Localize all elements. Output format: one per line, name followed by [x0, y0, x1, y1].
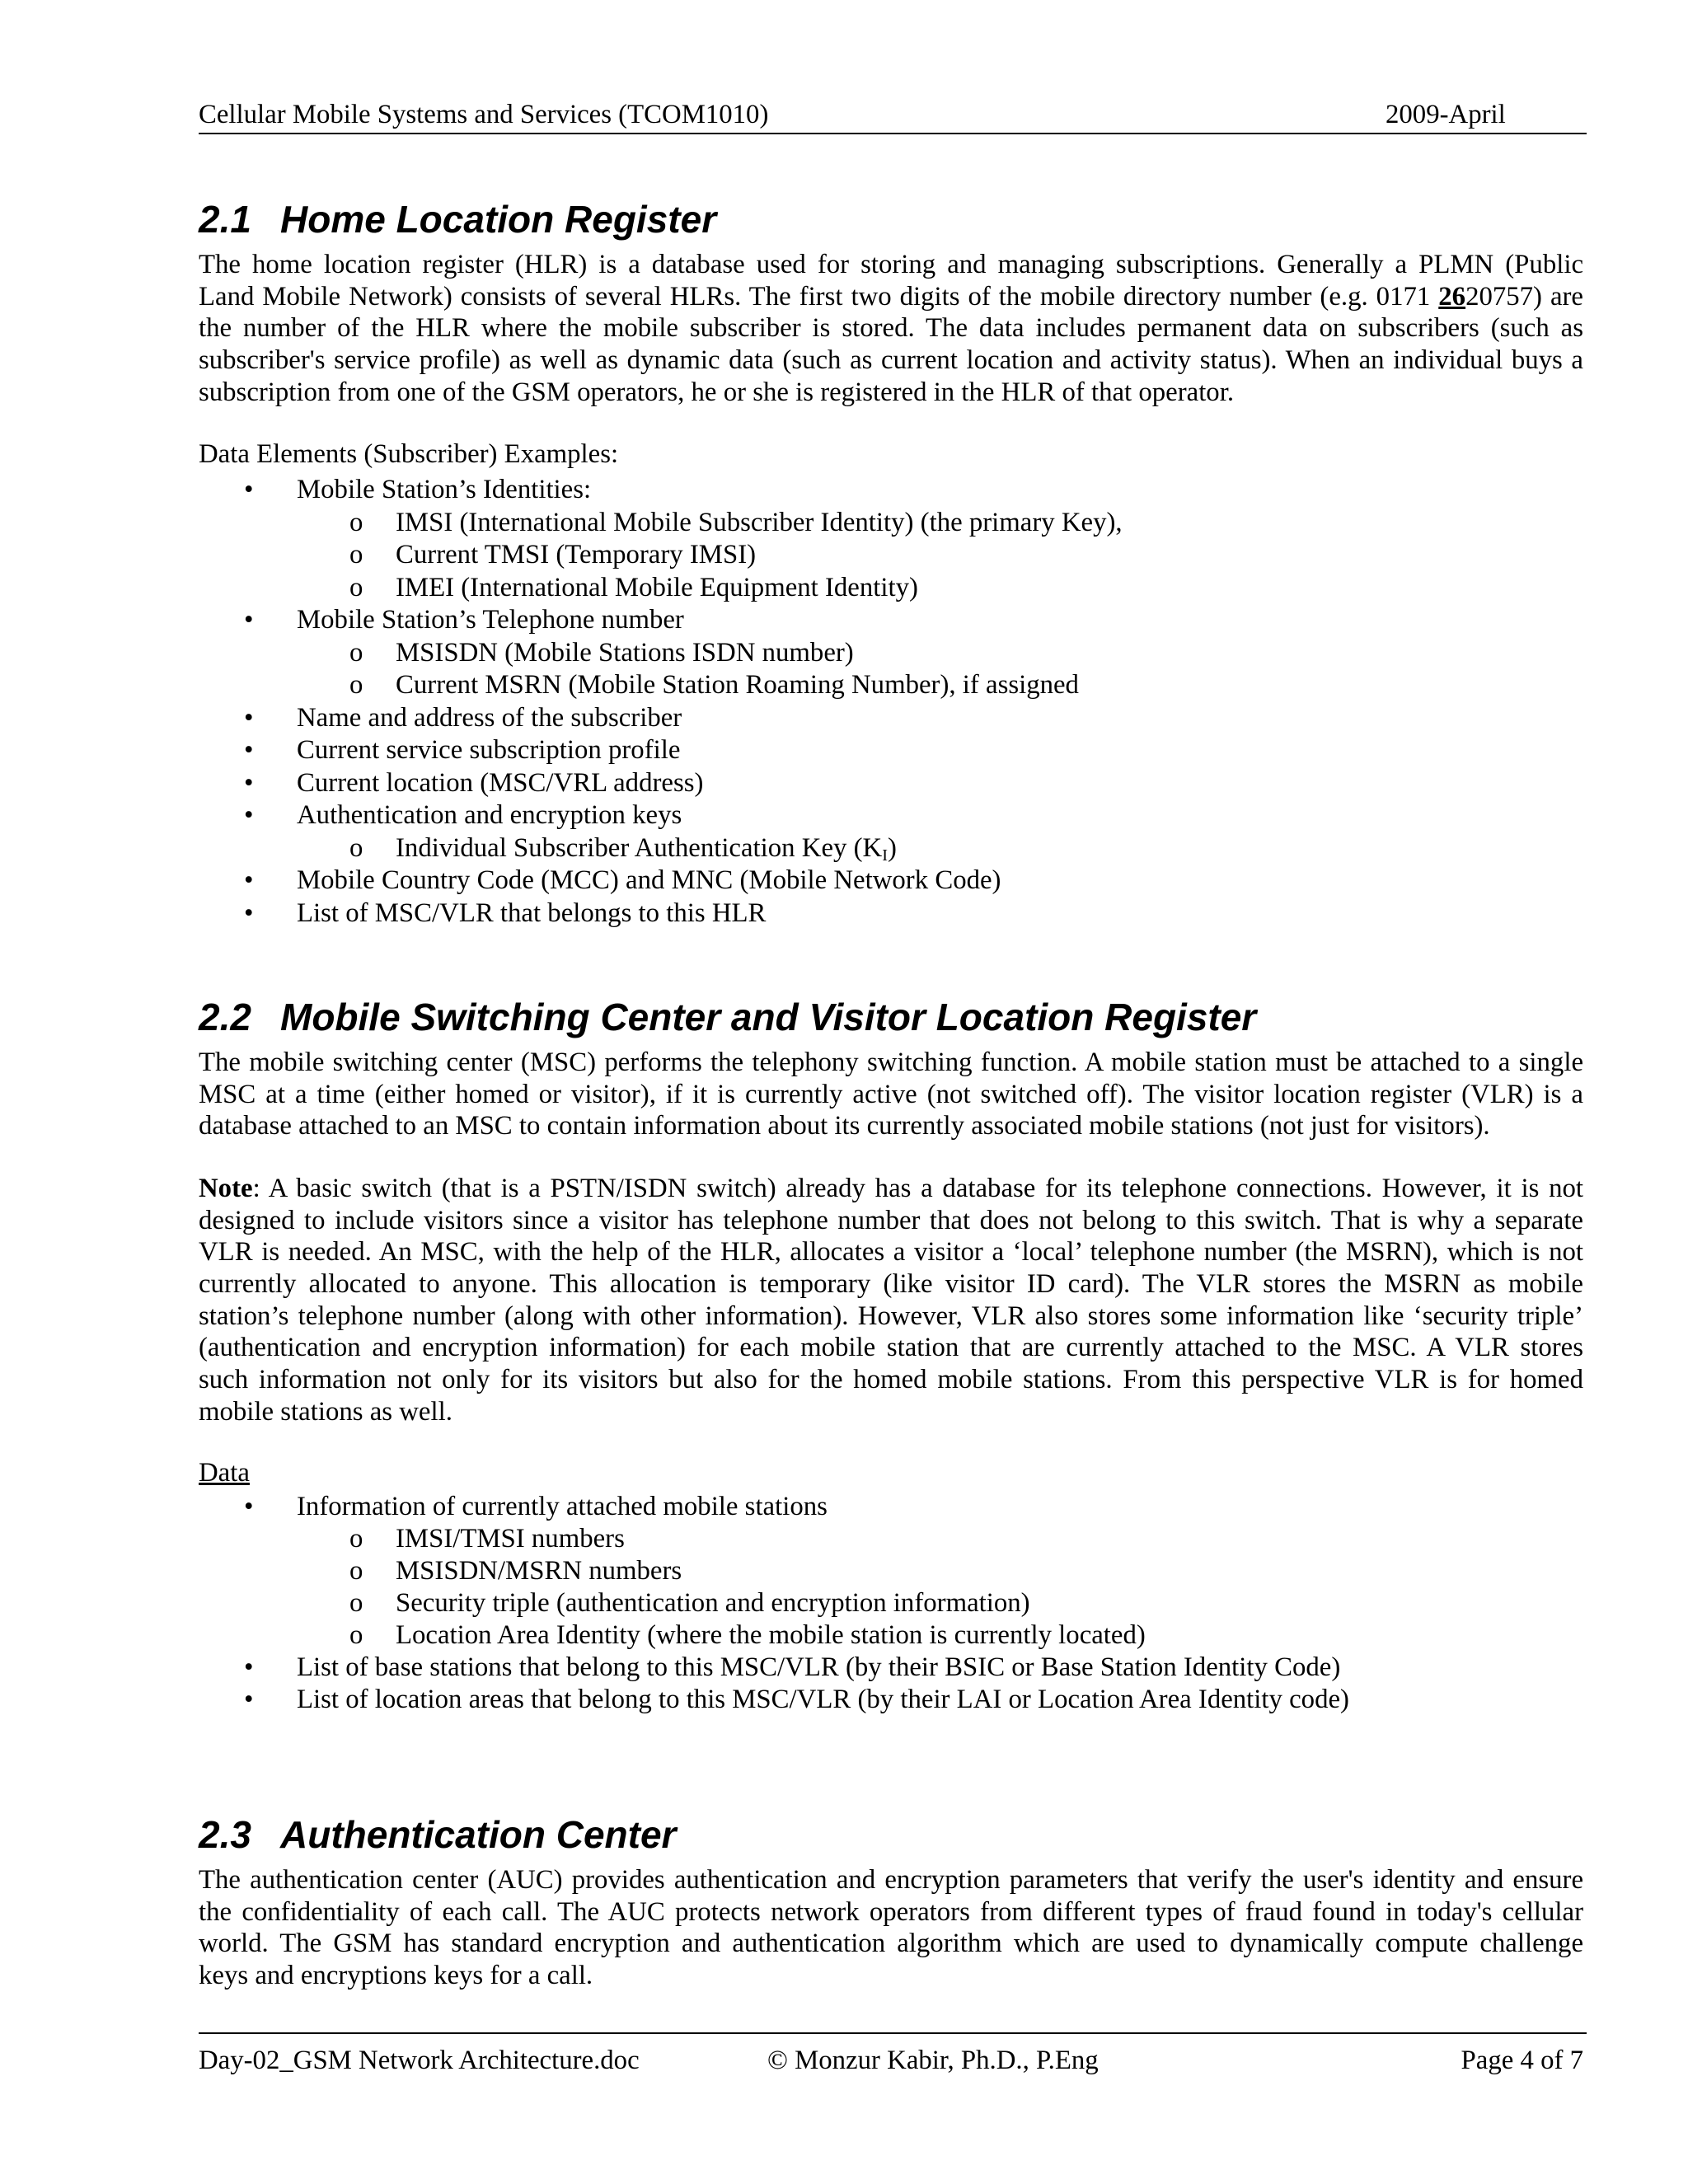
paragraph-line — [199, 1173, 1583, 1205]
list-item — [199, 734, 1583, 767]
sub-list-item-text: MSISDN/MSRN numbers — [396, 1556, 682, 1586]
bullet-marker: • — [244, 702, 254, 733]
header-rule — [199, 133, 1587, 134]
sub-list-item-text — [396, 832, 897, 865]
paragraph-line: world. The GSM has standard encryption and authentication algorithm which are used to dynamically compute challenge — [199, 1929, 1583, 1959]
list-item — [199, 1684, 1583, 1716]
paragraph-line: database attached to an MSC to contain information about its currently associated mobile stations (not just for visitors). — [199, 1111, 1490, 1141]
sub-list-item-text: Current TMSI (Temporary IMSI) — [396, 540, 757, 569]
list-item — [199, 898, 1583, 930]
sub-list-item — [199, 572, 1583, 605]
paragraph-line: keys and encryptions keys for a call. — [199, 1961, 593, 1991]
paragraph-line: station’s telephone number (along with other information). However, VLR also stores some information like ‘security triple’ — [199, 1301, 1583, 1331]
line-text: 20757) are — [1465, 281, 1583, 312]
section-heading-hlr — [199, 197, 1583, 241]
paragraph-line: such information not only for its visitors but also for the homed mobile stations. From this perspective VLR is for homed — [199, 1365, 1583, 1395]
bullet-marker: • — [244, 865, 254, 895]
section-number: 2.1 — [199, 198, 251, 241]
section-heading-msc-vlr — [199, 995, 1583, 1039]
list-item-text: List of MSC/VLR that belongs to this HLR — [297, 898, 767, 928]
list-item-text: Mobile Country Code (MCC) and MNC (Mobile Network Code) — [297, 865, 1001, 895]
sub-list-item — [199, 1523, 1583, 1555]
bullet-marker: • — [244, 800, 254, 830]
list-item — [199, 799, 1583, 832]
section-number: 2.2 — [199, 996, 251, 1038]
paragraph-line: subscription from one of the GSM operators, he or she is registered in the HLR of that operator. — [199, 377, 1235, 407]
sub-list-item-text: Location Area Identity (where the mobile station is currently located) — [396, 1620, 1146, 1650]
list-item-text: List of location areas that belong to this MSC/VLR (by their LAI or Location Area Identity code) — [297, 1685, 1349, 1714]
hlr-data-elements-list — [199, 474, 1583, 930]
bullet-marker: • — [244, 605, 254, 635]
list-item — [199, 1491, 1583, 1523]
sub-list-item — [199, 637, 1583, 670]
list-item-text: Information of currently attached mobile stations — [297, 1492, 828, 1521]
data-elements-intro: Data Elements (Subscriber) Examples: — [199, 439, 619, 469]
paragraph-line: mobile stations as well. — [199, 1396, 452, 1427]
msc-paragraph — [199, 1047, 1583, 1142]
paragraph-line: (authentication and encryption information) for each mobile station that are currently attached to the MSC. A VLR stores — [199, 1333, 1583, 1363]
sub-bullet-marker: o — [349, 540, 363, 569]
sub-list-item — [199, 832, 1583, 865]
list-item — [199, 767, 1583, 800]
sub-bullet-marker: o — [349, 670, 363, 700]
bullet-marker: • — [244, 1652, 254, 1682]
section-title: Authentication Center — [280, 1813, 677, 1856]
sub-list-item-text: MSISDN (Mobile Stations ISDN number) — [396, 637, 854, 668]
list-item — [199, 1652, 1583, 1684]
paragraph-line: designed to include visitors since a visitor has telephone number that does not belong to this switch. That is why a separate — [199, 1205, 1583, 1235]
note-paragraph — [199, 1173, 1583, 1428]
ki-text: Individual Subscriber Authentication Key (K — [396, 832, 883, 863]
footer-author: © Monzur Kabir, Ph.D., P.Eng — [767, 2046, 1099, 2075]
note-label: Note — [199, 1174, 253, 1203]
section-title: Mobile Switching Center and Visitor Location Register — [280, 996, 1257, 1038]
list-item-text: List of base stations that belong to this MSC/VLR (by their BSIC or Base Station Identity Code) — [297, 1652, 1341, 1682]
list-item-text: Current service subscription profile — [297, 735, 681, 765]
list-item-text: Current location (MSC/VRL address) — [297, 767, 704, 798]
sub-bullet-marker: o — [349, 832, 363, 863]
list-item — [199, 702, 1583, 735]
paragraph-line: The home location register (HLR) is a database used for storing and managing subscriptions. Generally a PLMN (Public — [199, 250, 1583, 279]
paragraph-line — [199, 281, 1583, 313]
sub-list-item-text: IMEI (International Mobile Equipment Identity) — [396, 572, 918, 602]
sub-bullet-marker: o — [349, 507, 363, 537]
sub-list-item-text: Security triple (authentication and encryption information) — [396, 1588, 1030, 1618]
paragraph-line: The authentication center (AUC) provides authentication and encryption parameters that verify the user's identity and ensure — [199, 1865, 1583, 1895]
ki-close: ) — [888, 832, 897, 863]
vlr-data-list — [199, 1491, 1583, 1716]
section-heading-auc — [199, 1812, 1583, 1857]
paragraph-line: MSC at a time (either homed or visitor), if it is currently active (not switched off). The visitor location register (VLR) is a — [199, 1079, 1583, 1109]
list-item-text: Mobile Station’s Identities: — [297, 475, 592, 504]
line-text: : A basic switch (that is a PSTN/ISDN switch) already has a database for its telephone connections. However, it is not — [252, 1174, 1583, 1203]
list-item — [199, 865, 1583, 898]
sub-bullet-marker: o — [349, 1588, 363, 1618]
paragraph-line: the confidentiality of each call. The AUC protects network operators from different types of fraud found in today's cellular — [199, 1896, 1583, 1927]
bullet-marker: • — [244, 898, 254, 928]
header-title: Cellular Mobile Systems and Services (TCOM1010) — [199, 100, 769, 129]
line-text: Land Mobile Network) consists of several HLRs. The first two digits of the mobile directory number (e.g. 0171 — [199, 281, 1439, 312]
sub-list-item-text: IMSI (International Mobile Subscriber Identity) (the primary Key), — [396, 507, 1123, 537]
paragraph-line: currently allocated to anyone. This allocation is temporary (like visitor ID card). The VLR stores the MSRN as mobile — [199, 1269, 1583, 1300]
sub-list-item — [199, 507, 1583, 540]
hlr-paragraph — [199, 249, 1583, 408]
sub-bullet-marker: o — [349, 572, 363, 602]
bullet-marker: • — [244, 767, 254, 798]
header-date: 2009-April — [1386, 100, 1506, 129]
hlr-number-digits: 26 — [1438, 281, 1466, 312]
sub-bullet-marker: o — [349, 1556, 363, 1586]
auc-paragraph — [199, 1864, 1583, 1992]
footer-page-number: Page 4 of 7 — [1461, 2046, 1583, 2075]
bullet-marker: • — [244, 1492, 254, 1521]
footer-filename: Day-02_GSM Network Architecture.doc — [199, 2046, 640, 2075]
section-title: Home Location Register — [280, 198, 717, 241]
sub-list-item — [199, 539, 1583, 572]
ki-subscript: I — [882, 846, 888, 865]
list-item — [199, 474, 1583, 507]
sub-list-item-text: IMSI/TMSI numbers — [396, 1524, 625, 1554]
sub-bullet-marker: o — [349, 1524, 363, 1554]
bullet-marker: • — [244, 1685, 254, 1714]
list-item-text: Mobile Station’s Telephone number — [297, 605, 684, 635]
sub-list-item — [199, 1555, 1583, 1587]
data-label: Data — [199, 1458, 250, 1488]
section-number: 2.3 — [199, 1813, 251, 1856]
paragraph-line: the number of the HLR where the mobile subscriber is stored. The data includes permanent data on subscribers (such as — [199, 313, 1583, 344]
bullet-marker: • — [244, 475, 254, 504]
paragraph-line: VLR is needed. An MSC, with the help of the HLR, allocates a visitor a ‘local’ telephone number (the MSRN), which is not — [199, 1237, 1583, 1268]
sub-bullet-marker: o — [349, 637, 363, 668]
sub-list-item — [199, 669, 1583, 702]
bullet-marker: • — [244, 735, 254, 765]
list-item-text: Authentication and encryption keys — [297, 800, 682, 830]
paragraph-line: The mobile switching center (MSC) performs the telephony switching function. A mobile station must be attached to a single — [199, 1047, 1583, 1077]
sub-list-item — [199, 1587, 1583, 1619]
paragraph-line: subscriber's service profile) as well as dynamic data (such as current location and activity status). When an individual buys a — [199, 345, 1583, 376]
list-item — [199, 604, 1583, 637]
sub-bullet-marker: o — [349, 1620, 363, 1650]
sub-list-item-text: Current MSRN (Mobile Station Roaming Number), if assigned — [396, 670, 1079, 700]
footer-rule — [199, 2032, 1587, 2034]
sub-list-item — [199, 1619, 1583, 1652]
list-item-text: Name and address of the subscriber — [297, 702, 682, 733]
